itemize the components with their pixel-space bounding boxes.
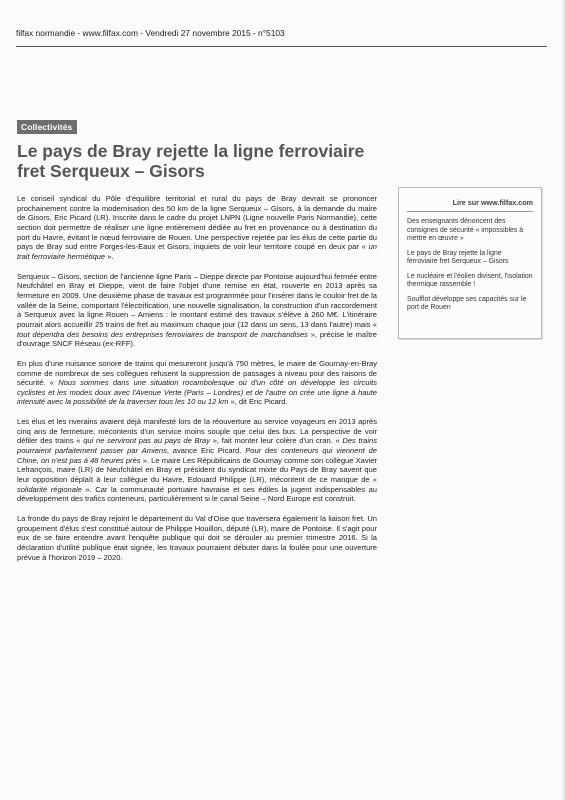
article-paragraph xyxy=(17,272,377,349)
body-text: En plus d'une nuisance sonore de trains qui mesureront jusqu'à 750 mètres, le maire de Gournay-en-Bray comme de nombreux de ses collègues refusent la suppression de passages à niveau pour des raisons de sécurité. « xyxy=(17,358,377,388)
quote-text: solidarité régionale xyxy=(17,484,82,494)
related-link[interactable]: Le pays de Bray rejette la ligne ferroviaire fret Serqueux – Gisors xyxy=(407,249,509,265)
related-links-box xyxy=(398,187,542,339)
article-paragraph xyxy=(17,417,377,504)
quote-text: Pour des conteneurs qui viennent de Chine, on n'est pas à 48 heures près xyxy=(17,446,378,465)
section-tag: Collectivités xyxy=(17,120,77,134)
related-link[interactable]: Le nucléaire et l'éolien divisent, l'isolation thermique rassemble ! xyxy=(407,272,533,288)
body-text: Les élus et les riverains avaient déjà manifesté lors de la réouverture au service voyageurs en 2013 après cinq ans de fermeture, mécontents d'un service moins souple que celui des bus. La perspective de voir défiler des trains « xyxy=(17,417,377,446)
body-text: La fronde du pays de Bray rejoint le département du Val d'Oise que traversera également la liaison fret. Un groupement d'élus s'est constitué autour de Philippe Houillon, député (LR), maire de Pontoise. Il s'agit pour eux de se faire entendre avant l'enquête publique qui doit se dérouler au premier trimestre 2016. Si la déclaration d'utilité publique était signée, les travaux pourraient débuter dans la foulée pour une ouverture prévue à l'horizon 2019 – 2020. xyxy=(17,514,377,562)
body-text: », dit Eric Picard. xyxy=(228,397,288,407)
body-text: , avance Eric Picard. xyxy=(166,446,246,456)
article-paragraph xyxy=(17,194,377,262)
article-paragraph xyxy=(17,359,377,407)
quote-text: Des trains pourraient parfaitement passer par Amiens xyxy=(17,436,377,456)
header-divider xyxy=(16,46,547,47)
quote-text: qui ne serviront pas au pays de Bray xyxy=(83,436,211,446)
article-paragraph xyxy=(17,514,377,562)
quote-text: un trait ferroviaire hermétique xyxy=(17,242,377,261)
body-text: ». xyxy=(105,251,114,261)
body-text: », précise le maître d'ouvrage SNCF Réseau (ex-RFF). xyxy=(17,329,377,349)
body-text: Le conseil syndical du Pôle d'équilibre territorial et rural du pays de Bray devrait se prononcer prochainement contre la modernisation des 50 km de la ligne Serqueux – Gisors, à la demande du maire de Gisors, Eric Picard (LR). Inscrite dans le cadre du projet LNPN (Ligne nouvelle Paris Normandie), cette section doit permettre de réaliser une ligne entièrement dédiée au fret en provenance ou à destination du port du Havre, évitant le nœud ferroviaire de Rouen. Une perspective rejetée par les élus de cette partie du pays de Bray sud entre Forges-les-Eaux et Gisors, inquiets de voir leur territoire coupé en deux par « xyxy=(17,194,377,252)
body-text: Serqueux – Gisors, section de l'ancienne ligne Paris – Dieppe directe par Pontoise aujourd'hui fermée entre Neufchâtel en Bray et Dieppe, vient de faire l'objet d'une remise en état, rouverte en 2013 après sa fermeture en 2009. Une deuxième phase de travaux est programmée pour l'insérer dans le couloir fret de la vallée de la Seine, comportant l'électrification, une nouvelle signalisation, la construction d'un raccordement à Serqueux avec la ligne Rouen – Amiens : le montant estimé des travaux s'élève à 260 M€. L'itinéraire pourrait alors accueillir 25 trains de fret au maximum chaque jour (12 dans un sens, 13 dans l'autre) mais « xyxy=(17,271,377,329)
body-text: ». Le maire Les Républicains de Gournay comme son collègue Xavier Lefrançois, maire (LR) de Neufchâtel en Bray et président du syndicat mixte du Pays de Bray savent que leur opposition déplaît à leur collègue du Havre, Edouard Philippe (LR), mécontent de ce manque de « xyxy=(17,455,377,485)
article-body xyxy=(17,194,377,572)
related-links-heading[interactable]: Lire sur www.filfax.com xyxy=(407,198,533,212)
body-text: ». Car la communauté portuaire havraise et ses édiles la jugent indispensables au développement des trafics conteneurs, particulièrement si le canal Seine – Nord Europe est construit. xyxy=(17,484,377,504)
related-links-list xyxy=(407,218,533,313)
quote-text: tout dépendra des besoins des entreprises ferroviaires de transport de marchandises xyxy=(17,329,308,339)
related-link[interactable]: Soufflot développe ses capacités sur le port de Rouen xyxy=(407,295,527,311)
page-header: filfax normandie - www.filfax.com - Vendredi 27 novembre 2015 - n°5103 xyxy=(16,28,285,38)
body-text: », fait monter leur colère d'un cran. « xyxy=(210,436,343,446)
article-title: Le pays de Bray rejette la ligne ferroviaire fret Serqueux – Gisors xyxy=(17,141,365,181)
quote-text: Nous sommes dans une situation rocambolesque où d'un côté on développe les circuits cyclistes et les modes doux avec l'Avenue Verte (Paris – Londres) et de l'autre on crée une ligne à haute intensité avec la possibilité de la traverser tous les 10 ou 12 km xyxy=(17,378,377,407)
related-link[interactable]: Des enseignants dénoncent des consignes de sécurité « impossibles à mettre en œuvre » xyxy=(407,218,524,242)
